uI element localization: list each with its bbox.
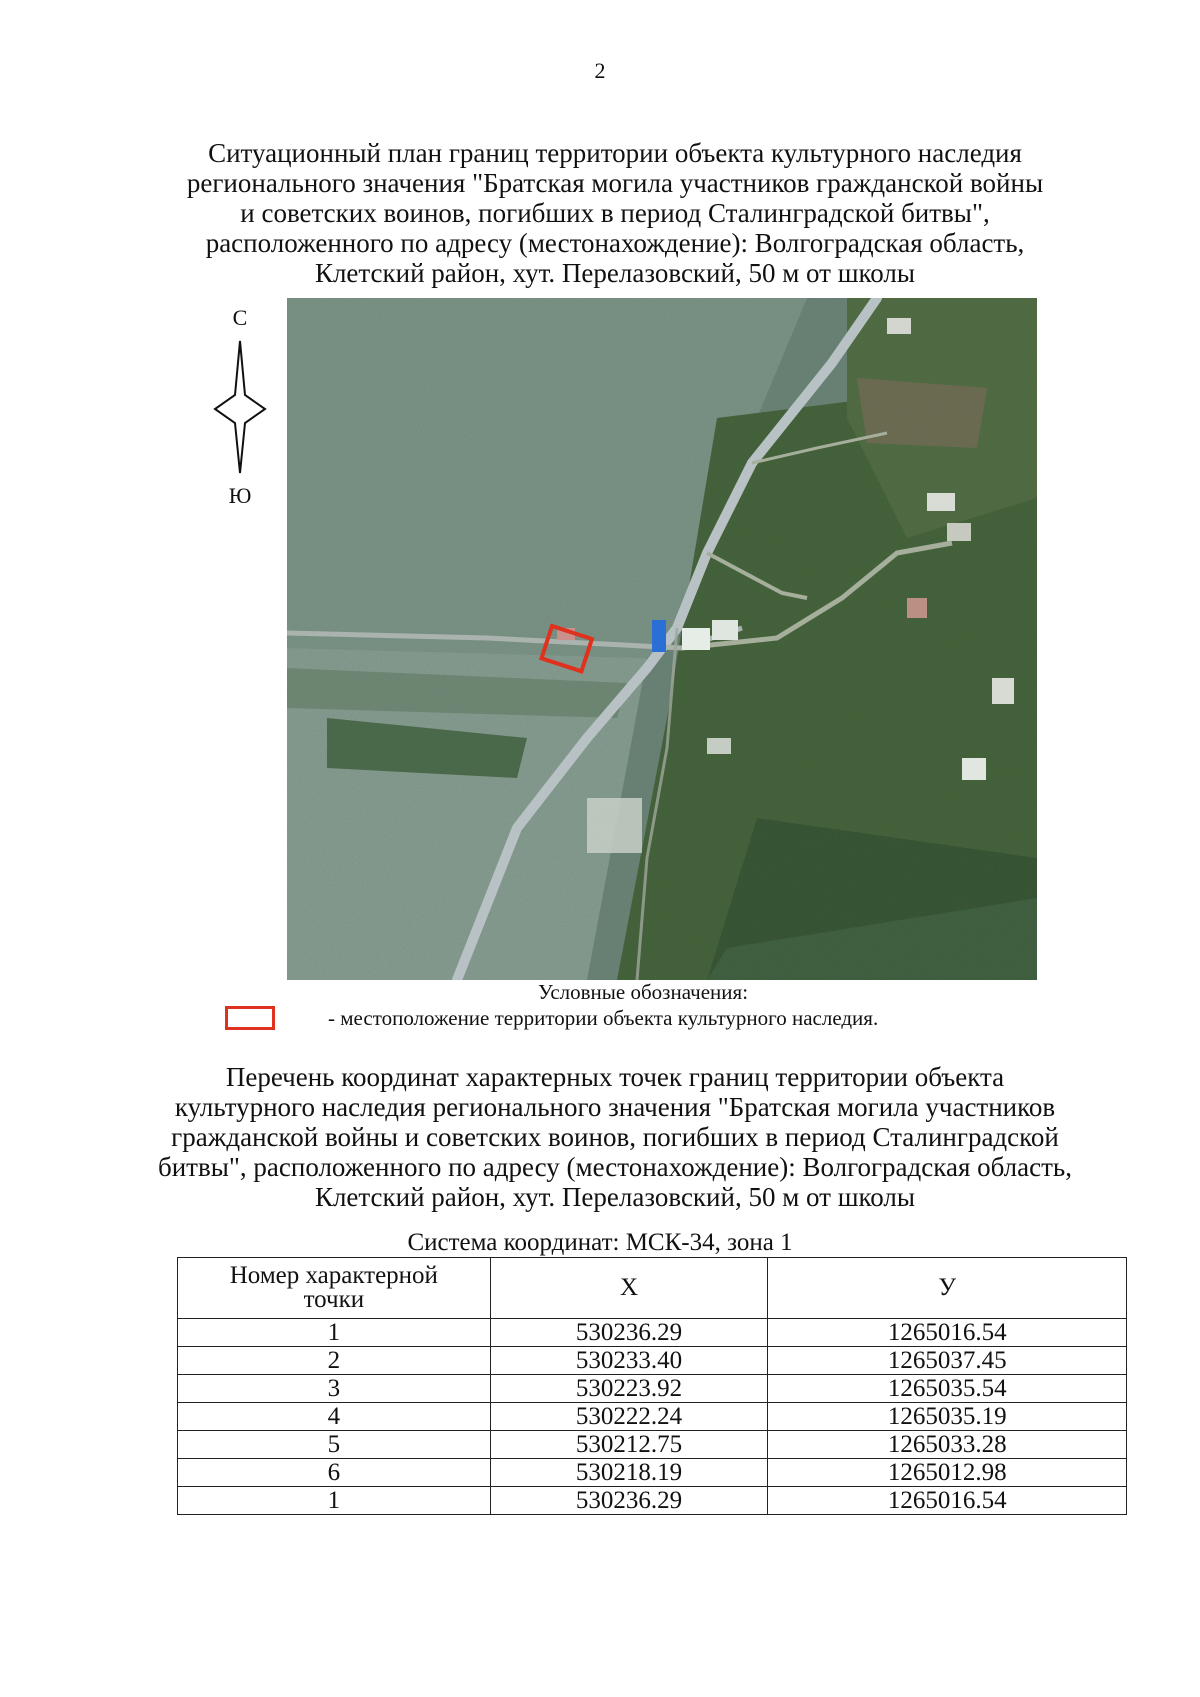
point-number-header-line1: Номер характерной [229, 1262, 438, 1289]
y-cell: 1265033.28 [768, 1431, 1127, 1459]
table-header-row [178, 1258, 1127, 1319]
satellite-map-image [287, 298, 1037, 980]
point-cell: 5 [178, 1431, 491, 1459]
plan-title-line: расположенного по адресу (местонахождение): Волгоградская область, [205, 228, 1025, 258]
table-row [178, 1403, 1127, 1431]
plan-title-line: Ситуационный план границ территории объекта культурного наследия [208, 138, 1022, 168]
point-cell: 4 [178, 1403, 491, 1431]
satellite-map [287, 298, 1037, 980]
x-cell: 530222.24 [490, 1403, 768, 1431]
x-cell: 530223.92 [490, 1375, 768, 1403]
point-number-header-line2: точки [303, 1286, 365, 1313]
point-cell: 1 [178, 1487, 491, 1515]
north-label: С [232, 305, 248, 330]
table-row [178, 1347, 1127, 1375]
y-cell: 1265016.54 [768, 1487, 1127, 1515]
plan-title [150, 138, 1080, 288]
x-cell: 530218.19 [490, 1459, 768, 1487]
y-cell: 1265012.98 [768, 1459, 1127, 1487]
north-arrow [205, 305, 275, 510]
coordinate-system-label: Система координат: МСК-34, зона 1 [407, 1229, 793, 1256]
legend-swatch [225, 1006, 275, 1030]
y-cell: 1265035.54 [768, 1375, 1127, 1403]
coordinates-title [150, 1062, 1080, 1212]
page-number: 2 [594, 58, 606, 83]
x-cell: 530236.29 [490, 1487, 768, 1515]
x-cell: 530236.29 [490, 1319, 768, 1347]
coordinates-title-line: Перечень координат характерных точек границ территории объекта [225, 1062, 1005, 1092]
coordinates-title-line: битвы", расположенного по адресу (местонахождение): Волгоградская область, [158, 1152, 1072, 1182]
y-cell: 1265037.45 [768, 1347, 1127, 1375]
y-cell: 1265035.19 [768, 1403, 1127, 1431]
table-row [178, 1431, 1127, 1459]
plan-title-line: и советских воинов, погибших в период Сталинградской битвы", [240, 198, 990, 228]
y-cell: 1265016.54 [768, 1319, 1127, 1347]
x-cell: 530212.75 [490, 1431, 768, 1459]
y-header: У [768, 1258, 1127, 1319]
point-cell: 6 [178, 1459, 491, 1487]
south-label: Ю [228, 483, 252, 508]
plan-title-line: Клетский район, хут. Перелазовский, 50 м от школы [314, 258, 916, 288]
coordinates-title-line: гражданской войны и советских воинов, погибших в период Сталинградской [171, 1122, 1059, 1152]
plan-title-line: регионального значения "Братская могила участников гражданской войны [186, 168, 1044, 198]
x-cell: 530233.40 [490, 1347, 768, 1375]
point-cell: 1 [178, 1319, 491, 1347]
table-row [178, 1319, 1127, 1347]
compass-rose-icon [205, 305, 275, 510]
table-row [178, 1487, 1127, 1515]
coordinates-title-line: Клетский район, хут. Перелазовский, 50 м от школы [314, 1182, 916, 1212]
x-header: X [490, 1258, 768, 1319]
legend-heading: Условные обозначения: [538, 980, 749, 1004]
table-row [178, 1459, 1127, 1487]
point-cell: 2 [178, 1347, 491, 1375]
coordinates-table [177, 1257, 1127, 1515]
point-number-header [178, 1258, 491, 1319]
legend-item-text: - местоположение территории объекта культурного наследия. [328, 1006, 879, 1030]
coordinates-title-line: культурного наследия регионального значения "Братская могила участников [174, 1092, 1056, 1122]
table-row [178, 1375, 1127, 1403]
point-cell: 3 [178, 1375, 491, 1403]
